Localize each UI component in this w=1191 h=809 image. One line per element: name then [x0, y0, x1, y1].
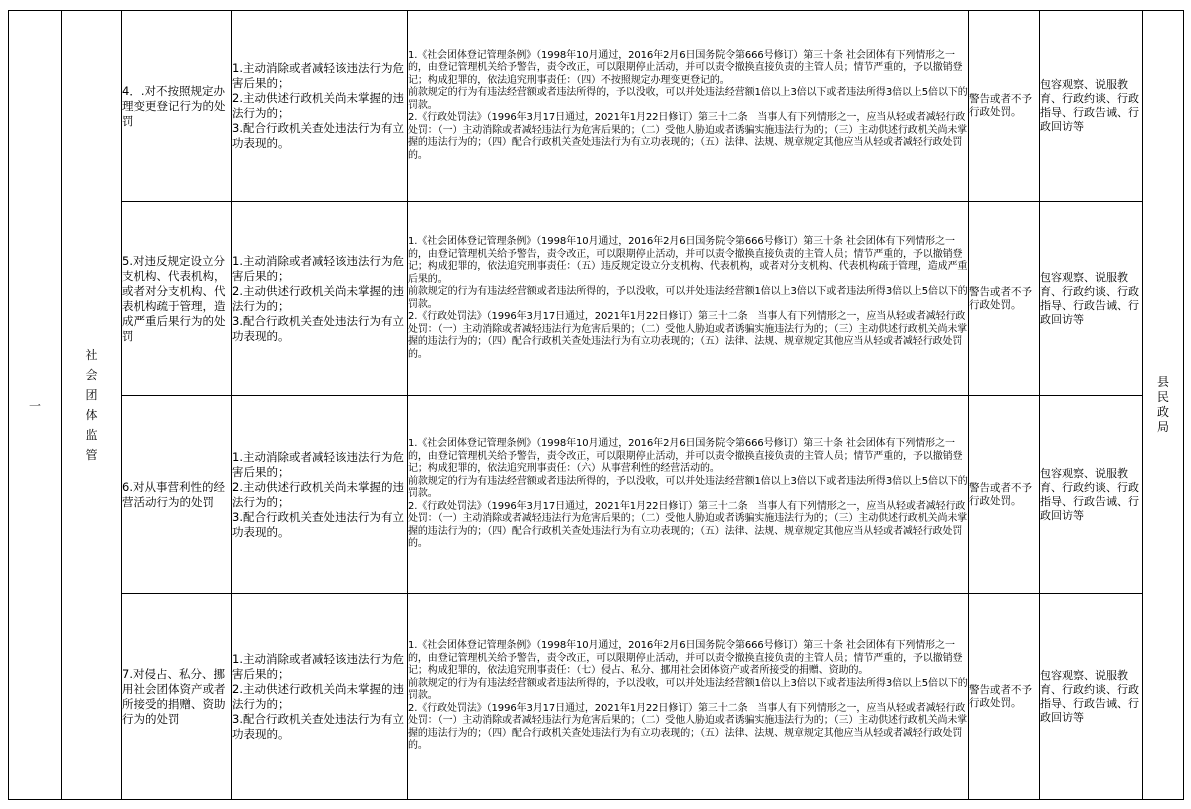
legal-basis-text: 1.《社会团体登记管理条例》（1998年10月通过，2016年2月6日国务院令第666号修订）第三十条 社会团体有下列情形之一的，由登记管理机关给予警告，责令改正，可以限期停止活动，并可以责令撤换直接负责的主管人员；情节严重的，予以撤销登记；构成犯罪的，依法追究刑事责任：（七）侵占、私分、挪用社会团体资产或者所接受的捐赠、资助的。 [408, 640, 963, 677]
table-row [9, 202, 1184, 396]
legal-basis-text: 2.《行政处罚法》（1996年3月17日通过，2021年1月22日修订）第三十二条 当事人有下列情形之一，应当从轻或者减轻行政处罚：（一）主动消除或者减轻违法行为危害后果的；（二）受他人胁迫或者诱骗实施违法行为的；（三）主动供述行政机关尚未掌握的违法行为的；（四）配合行政机关查处违法行为有立功表现的；（五）法律、法规、规章规定其他应当从轻或者减轻行政处罚的。 [408, 500, 968, 550]
item-name: 7.对侵占、私分、挪用社会团体资产或者所接受的捐赠、资助行为的处罚 [122, 594, 232, 800]
conditions-cell [232, 396, 408, 594]
manner-cell: 包容观察、说服教育、行政约谈、行政指导、行政告诫、行政回访等 [1040, 594, 1143, 800]
condition-text: 1.主动消除或者减轻该违法行为危害后果的； [232, 61, 404, 90]
punishment-cell: 警告或者不予行政处罚。 [969, 396, 1040, 594]
punishment-cell: 警告或者不予行政处罚。 [969, 202, 1040, 396]
conditions-cell [232, 594, 408, 800]
legal-basis-text: 前款规定的行为有违法经营额或者违法所得的，予以没收，可以并处违法经营额1倍以上3倍以下或者违法所得3倍以上5倍以下的罚款。 [408, 87, 968, 111]
punishment-cell: 警告或者不予行政处罚。 [969, 594, 1040, 800]
department-char: 政 [1156, 405, 1169, 419]
legal-basis-text: 前款规定的行为有违法经营额或者违法所得的，予以没收，可以并处违法经营额1倍以上3倍以下或者违法所得3倍以上5倍以下的罚款。 [408, 286, 968, 310]
category-char: 会 [85, 368, 98, 382]
table-row [9, 594, 1184, 800]
department-char: 县 [1156, 375, 1169, 389]
conditions-cell [232, 202, 408, 396]
legal-basis-cell [408, 396, 969, 594]
department-cell [1143, 11, 1184, 800]
department-char: 民 [1156, 390, 1169, 404]
department-char: 局 [1156, 420, 1169, 434]
item-name: 4．.对不按照规定办理变更登记行为的处罚 [122, 11, 232, 202]
legal-basis-text: 2.《行政处罚法》（1996年3月17日通过，2021年1月22日修订）第三十二条 当事人有下列情形之一，应当从轻或者减轻行政处罚：（一）主动消除或者减轻违法行为危害后果的；（二）受他人胁迫或者诱骗实施违法行为的；（三）主动供述行政机关尚未掌握的违法行为的；（四）配合行政机关查处违法行为有立功表现的；（五）法律、法规、规章规定其他应当从轻或者减轻行政处罚的。 [408, 311, 968, 360]
condition-text: 3.配合行政机关查处违法行为有立功表现的。 [232, 711, 404, 741]
penalty-table [8, 10, 1184, 800]
manner-cell: 包容观察、说服教育、行政约谈、行政指导、行政告诫、行政回访等 [1040, 396, 1143, 594]
legal-basis-text: 1.《社会团体登记管理条例》（1998年10月通过，2016年2月6日国务院令第666号修订）第三十条 社会团体有下列情形之一的，由登记管理机关给予警告，责令改正，可以限期停止活动，并可以责令撤换直接负责的主管人员；情节严重的，予以撤销登记；构成犯罪的，依法追究刑事责任：（五）违反规定设立分支机构、代表机构，或者对分支机构、代表机构疏于管理，造成严重后果的。 [408, 236, 968, 285]
legal-basis-text: 1.《社会团体登记管理条例》（1998年10月通过，2016年2月6日国务院令第666号修订）第三十条 社会团体有下列情形之一的，由登记管理机关给予警告，责令改正，可以限期停止活动，并可以责令撤换直接负责的主管人员；情节严重的，予以撤销登记；构成犯罪的，依法追究刑事责任：（六）从事营利性的经营活动的。 [408, 438, 963, 475]
category-char: 监 [85, 428, 98, 442]
manner-cell: 包容观察、说服教育、行政约谈、行政指导、行政告诫、行政回访等 [1040, 11, 1143, 202]
condition-text: 3.配合行政机关查处违法行为有立功表现的。 [232, 313, 404, 343]
condition-text: 1.主动消除或者减轻该违法行为危害后果的； [232, 449, 404, 479]
legal-basis-text: 前款规定的行为有违法经营额或者违法所得的，予以没收，可以并处违法经营额1倍以上3倍以下或者违法所得3倍以上5倍以下的罚款。 [408, 677, 968, 702]
category-cell [62, 11, 122, 800]
legal-basis-cell [408, 11, 969, 202]
condition-text: 3.配合行政机关查处违法行为有立功表现的。 [232, 509, 404, 539]
legal-basis-text: 前款规定的行为有违法经营额或者违法所得的，予以没收，可以并处违法经营额1倍以上3倍以下或者违法所得3倍以上5倍以下的罚款。 [408, 475, 968, 500]
category-char: 团 [85, 388, 98, 402]
table-row [9, 396, 1184, 594]
table-row [9, 11, 1184, 202]
category-char: 管 [85, 448, 98, 462]
condition-text: 2.主动供述行政机关尚未掌握的违法行为的； [232, 91, 404, 120]
punishment-cell: 警告或者不予行政处罚。 [969, 11, 1040, 202]
item-name: 6.对从事营利性的经营活动行为的处罚 [122, 396, 232, 594]
condition-text: 3.配合行政机关查处违法行为有立功表现的。 [232, 121, 404, 150]
manner-cell: 包容观察、说服教育、行政约谈、行政指导、行政告诫、行政回访等 [1040, 202, 1143, 396]
sequence-number: 一 [9, 11, 62, 800]
conditions-cell [232, 11, 408, 202]
legal-basis-text: 2.《行政处罚法》（1996年3月17日通过，2021年1月22日修订）第三十二条 当事人有下列情形之一，应当从轻或者减轻行政处罚：（一）主动消除或者减轻违法行为危害后果的；（二）受他人胁迫或者诱骗实施违法行为的；（三）主动供述行政机关尚未掌握的违法行为的；（四）配合行政机关查处违法行为有立功表现的；（五）法律、法规、规章规定其他应当从轻或者减轻行政处罚的。 [408, 702, 968, 752]
condition-text: 1.主动消除或者减轻该违法行为危害后果的； [232, 253, 404, 283]
condition-text: 2.主动供述行政机关尚未掌握的违法行为的； [232, 479, 404, 509]
category-char: 体 [85, 408, 98, 422]
legal-basis-text: 2.《行政处罚法》（1996年3月17日通过，2021年1月22日修订）第三十二条 当事人有下列情形之一，应当从轻或者减轻行政处罚：（一）主动消除或者减轻违法行为危害后果的；（二）受他人胁迫或者诱骗实施违法行为的；（三）主动供述行政机关尚未掌握的违法行为的；（四）配合行政机关查处违法行为有立功表现的；（五）法律、法规、规章规定其他应当从轻或者减轻行政处罚的。 [408, 112, 968, 161]
legal-basis-text: 1.《社会团体登记管理条例》（1998年10月通过，2016年2月6日国务院令第666号修订）第三十条 社会团体有下列情形之一的，由登记管理机关给予警告，责令改正，可以限期停止活动，并可以责令撤换直接负责的主管人员；情节严重的，予以撤销登记；构成犯罪的，依法追究刑事责任：（四）不按照规定办理变更登记的。 [408, 49, 963, 86]
condition-text: 2.主动供述行政机关尚未掌握的违法行为的； [232, 283, 404, 313]
condition-text: 1.主动消除或者减轻该违法行为危害后果的； [232, 651, 404, 681]
item-name: 5.对违反规定设立分支机构、代表机构，或者对分支机构、代表机构疏于管理，造成严重后果行为的处罚 [122, 202, 232, 396]
category-char: 社 [85, 348, 98, 362]
legal-basis-cell [408, 594, 969, 800]
condition-text: 2.主动供述行政机关尚未掌握的违法行为的； [232, 681, 404, 711]
legal-basis-cell [408, 202, 969, 396]
